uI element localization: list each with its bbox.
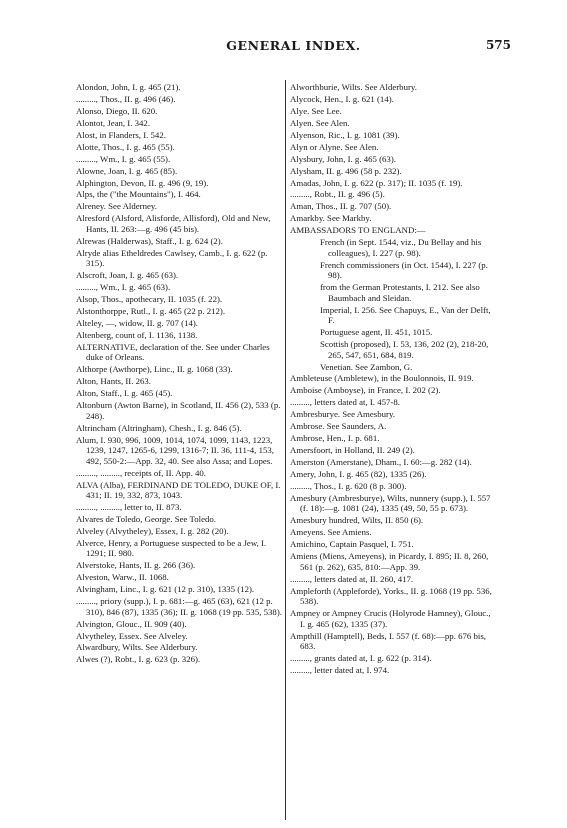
index-entry: Alphington, Devon, II. g. 496 (9, 19). xyxy=(76,177,209,188)
index-entry: Alyen. See Alen. xyxy=(290,117,350,128)
index-entry: Alsop, Thos., apothecary, II. 1035 (f. 22). xyxy=(76,294,223,305)
index-entry: Alye. See Lee. xyxy=(290,105,342,116)
index-entry: ........., letters dated at, I. 457-8. xyxy=(290,397,400,408)
index-entry: ALTERNATIVE, declaration of the. See under Charles duke of Orleans. xyxy=(76,341,270,363)
index-entry: ........., letters dated at, II. 260, 417. xyxy=(290,573,414,584)
index-entry: Ambrose. See Saunders, A. xyxy=(290,421,387,432)
index-entry: Althorpe (Awthorpe), Linc., II. g. 1068 (33). xyxy=(76,364,233,375)
index-entry: ........., Wm., I. g. 465 (55). xyxy=(76,153,171,164)
index-entry: Alontot, Jean, I. 342. xyxy=(76,117,151,128)
index-entry: ........., Thos., II. g. 496 (46). xyxy=(76,93,176,104)
index-entry: Alotte, Thos., I. g. 465 (55). xyxy=(76,141,175,152)
index-entry: Amesbury hundred, Wilts, II. 850 (6). xyxy=(290,515,424,526)
index-entry: Ameyens. See Amiens. xyxy=(290,527,372,538)
index-entry: ........., letter dated at, I. 974. xyxy=(290,664,390,675)
index-entry: Alworthburie, Wilts. See Alderbury. xyxy=(290,82,417,92)
index-subentry: Imperial, I. 256. See Chapuys, E., Van der Delft, F. xyxy=(320,304,491,326)
index-entry: ........., Robt., II. g. 496 (5). xyxy=(290,189,385,200)
index-entry: Aman, Thos., II. g. 707 (50). xyxy=(290,201,392,212)
index-entry: Alrewas (Halderwas), Staff., I. g. 624 (2). xyxy=(76,235,223,246)
index-entry: ........., Thos., I. g. 620 (8 p. 300). xyxy=(290,480,407,491)
index-entry: Amiens (Miens, Ameyens), in Picardy, I. 895; II. 8, 260, 561 (p. 262), 635, 810:—App. 39. xyxy=(290,551,489,572)
index-entry: Alstonthorppe, Rutl., I. g. 465 (22 p. 212). xyxy=(76,306,226,317)
index-entry: ........., Wm., I. g. 465 (63). xyxy=(76,282,171,293)
index-entry: Alowne, Joan, I. g. 465 (85). xyxy=(76,165,178,176)
page-header xyxy=(76,38,511,62)
index-subentry: Scottish (proposed), I. 53, 136, 202 (2), 218-20, 265, 547, 651, 684, 819. xyxy=(320,339,489,360)
index-entry: Alscroft, Joan, I. g. 465 (63). xyxy=(76,270,179,281)
index-entry: Alwardbury, Wilts. See Alderbury. xyxy=(76,642,198,653)
index-entry: Alveley (Alvytheley), Essex, I. g. 282 (20). xyxy=(76,525,229,536)
index-entry: Alverce, Henry, a Portuguese suspected to be a Jew, I. 1291; II. 980. xyxy=(76,537,267,559)
index-entry: Amerston (Amerstane), Dham., I. 60:—g. 282 (14). xyxy=(290,457,472,468)
index-entry: Alton, Staff., I. g. 465 (45). xyxy=(76,388,173,399)
index-entry: Alvingham, Linc., I. g. 621 (12 p. 310), 1335 (12). xyxy=(76,584,255,595)
index-entry: Altrincham (Altringham), Chesh., I. g. 846 (5). xyxy=(76,422,242,433)
index-entry: ........., ........., receipts of, II. App. 40. xyxy=(76,467,206,478)
index-entry: Alveston, Warw., II. 1068. xyxy=(76,572,169,583)
index-entry: Amboise (Amboyse), in France, I. 202 (2). xyxy=(290,385,441,396)
index-entry: Alondon, John, I. g. 465 (21). xyxy=(76,82,181,92)
index-entry: Alteley, —, widow, II. g. 707 (14). xyxy=(76,317,198,328)
index-entry: Alryde alias Etheldredes Cawlsey, Camb., I. g. 622 (p. 315). xyxy=(76,247,268,269)
index-entry: Ampthill (Hamptell), Beds, I. 557 (f. 68):—pp. 676 bis, 683. xyxy=(290,630,486,652)
index-entry: AMBASSADORS TO ENGLAND:— xyxy=(290,225,426,236)
index-entry: Alvares de Toledo, George. See Toledo. xyxy=(76,513,216,524)
index-entry: Alysham, II. g. 496 (58 p. 232). xyxy=(290,165,402,176)
index-subentry: French commissioners (in Oct. 1544), I. 227 (p. 98). xyxy=(320,259,488,281)
index-entry: Amarkby. See Markby. xyxy=(290,213,372,224)
index-entry: Amadas, John, I. g. 622 (p. 317); II. 1035 (f. 19). xyxy=(290,177,463,188)
index-entry: Altenberg, count of, I. 1136, 1138. xyxy=(76,329,198,340)
index-entry: Alvington, Glouc., II. 909 (40). xyxy=(76,618,187,629)
index-entry: Alton, Hants, II. 263. xyxy=(76,376,152,387)
index-column-right xyxy=(290,82,496,677)
index-entry: Ambleteuse (Ambletew), in the Boulonnois, II. 919. xyxy=(290,373,474,384)
index-entry: Alyenson, Ric., I. g. 1081 (39). xyxy=(290,129,400,140)
index-entry: Alum, I. 930, 996, 1009, 1014, 1074, 1099, 1143, 1223, 1239, 1247, 1265-6, 1299, 1316-7; II. 36, 111-4, 153, 492, 550-2:—App. 32, 40. See also Assa; and Lopes. xyxy=(76,434,274,466)
index-entry: ........., ........., letter to, II. 873. xyxy=(76,502,182,513)
index-entry: Alysbury, John, I. g. 465 (63). xyxy=(290,153,396,164)
column-divider xyxy=(285,80,286,820)
index-subentry: Portuguese agent, II. 451, 1015. xyxy=(320,327,433,338)
index-subentry: from the German Protestants, I. 212. See also Baumbach and Sleidan. xyxy=(320,282,480,303)
index-entry: Alreney. See Alderney. xyxy=(76,201,157,212)
index-entry: ........., grants dated at, I. g. 622 (p. 314). xyxy=(290,653,432,664)
page-title: GENERAL INDEX. xyxy=(226,38,361,53)
index-entry: Alycock, Hen., I. g. 621 (14). xyxy=(290,93,394,104)
index-subentry: Venetian. See Zambon, G. xyxy=(320,361,413,372)
index-entry: Alresford (Alsford, Alisforde, Allisford), Old and New, Hants, II. 263:—g. 496 (45 bis). xyxy=(76,213,271,234)
index-subentry: French (in Sept. 1544, viz., Du Bellay and his colleagues), I. 227 (p. 98). xyxy=(320,237,482,258)
index-entry: ALVA (Alba), FERDINAND DE TOLEDO, DUKE OF, I. 431; II. 19, 332, 873, 1043. xyxy=(76,479,281,501)
index-entry: Altonburn (Awton Barne), in Scotland, II. 456 (2), 533 (p. 248). xyxy=(76,400,281,421)
index-entry: Alwes (?), Robt., I. g. 623 (p. 326). xyxy=(76,654,201,665)
index-column-left xyxy=(76,82,282,666)
index-entry: Alyn or Alyne. See Alen. xyxy=(290,141,379,152)
index-entry: Alverstoke, Hants, II. g. 266 (36). xyxy=(76,560,196,571)
index-entry: Alonso, Diego, II. 620. xyxy=(76,105,158,116)
index-entry: Ambresburye. See Amesbury. xyxy=(290,409,395,420)
index-entry: Amersfoort, in Holland, II. 249 (2). xyxy=(290,445,415,456)
page-number: 575 xyxy=(485,38,511,52)
index-entry: Alvytheley, Essex. See Alveley. xyxy=(76,630,188,641)
index-entry: Ampleforth (Appleforde), Yorks., II. g. 1068 (19 pp. 536, 538). xyxy=(290,585,492,607)
index-entry: Ampney or Ampney Crucis (Holyrode Hamney), Glouc., I. g. 465 (62), 1335 (37). xyxy=(290,608,491,629)
index-entry: Alps, the ("the Mountains"), I. 464. xyxy=(76,189,201,200)
index-entry: Ambrose, Hen., I. p. 681. xyxy=(290,433,380,444)
index-entry: Amesbury (Ambresburye), Wilts, nunnery (supp.), I. 557 (f. 18):—g. 1081 (24), 1335 (49, 50, 55 p. 673). xyxy=(290,492,491,514)
index-entry: Amichino, Captain Pasquel, I. 751. xyxy=(290,539,414,550)
index-entry: ........., priory (supp.), I. p. 681:—g. 465 (63), 621 (12 p. 310), 846 (87), 1335 (36); II. g. 1068 (19 pp. 535, 538). xyxy=(76,596,282,617)
index-entry: Alost, in Flanders, I. 542. xyxy=(76,129,166,140)
index-entry: Amery, John, I. g. 465 (82), 1335 (26). xyxy=(290,468,427,479)
